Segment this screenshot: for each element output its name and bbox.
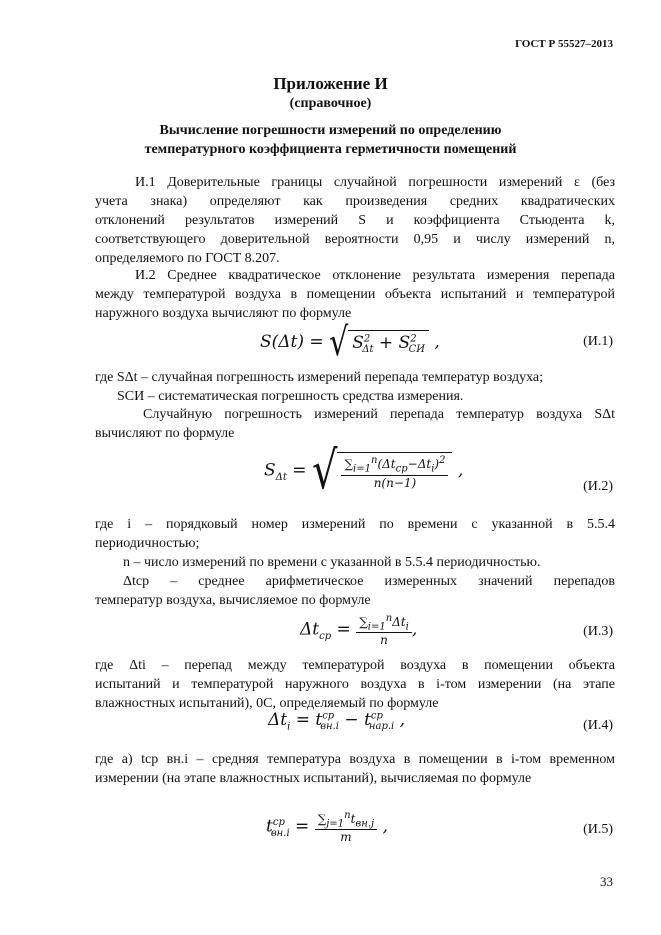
paragraph-line: Δtср – среднее арифметическое измеренных значений перепадов: [123, 574, 615, 589]
paragraph-line: температур воздуха, вычисляемое по формуле: [95, 593, 371, 608]
paragraph-line: между температурой воздуха в помещении объекта испытаний и температурой: [95, 287, 615, 302]
heading-line-2: температурного коэффициента герметичности помещений: [144, 142, 517, 157]
paragraph-line: Случайную погрешность измерений перепада температур воздуха SΔt: [143, 407, 615, 422]
paragraph-line: испытаний и температурой наружного воздуха в i-том измерении (на этапе: [95, 677, 615, 692]
paragraph-line: где а) tср вн.i – средняя температура воздуха в помещении в i-том временном: [95, 752, 615, 767]
formula-i5: $t^{ср}_{вн.i}$ = $\frac{\sum_{j=1}^nt_{вн.j}}{m}$ ,: [266, 810, 388, 845]
formula-number-i3: (И.3): [583, 624, 613, 639]
standard-header: ГОСТ Р 55527–2013: [515, 38, 613, 50]
where-block-3: [95, 656, 615, 713]
paragraph-line: влажностных испытаний), 0С, определяемый по формуле: [95, 696, 439, 711]
paragraph-i2: [95, 266, 615, 323]
paragraph-random-error: [95, 405, 615, 443]
formula-number-i2: (И.2): [583, 479, 613, 494]
paragraph-line: наружного воздуха вычисляют по формуле: [95, 306, 352, 321]
heading-line-1: Вычисление погрешности измерений по определению: [159, 123, 502, 138]
formula-i2: $S_{\Delta t}$ = √ $\frac{\sum_{i=1}^n(\Delta t_{ср}-\Delta t_i)^2}{n(n-1)}$ ,: [264, 441, 464, 501]
page-number: 33: [600, 874, 613, 889]
paragraph-line: учета знака) определяют как произведения средних квадратических: [95, 194, 615, 209]
paragraph-line: соответствующего доверительной вероятности 0,95 и числу измерений n,: [95, 232, 615, 247]
paragraph-line: SСИ – систематическая погрешность средства измерения.: [117, 389, 464, 404]
paragraph-line: отклонений результатов измерений S и коэффициента Стьюдента k,: [95, 213, 615, 228]
where-block-2: [95, 515, 615, 610]
where-block-4: [95, 750, 615, 788]
paragraph-line: где i – порядковый номер измерений по времени с указанной в 5.5.4: [95, 517, 615, 532]
appendix-heading: [0, 121, 661, 159]
formula-number-i1: (И.1): [583, 334, 613, 349]
paragraph-line: измерении (на этапе влажностных испытаний), вычисляемая по формуле: [95, 771, 532, 786]
paragraph-line: периодичностью;: [95, 536, 200, 551]
paragraph-line: определяемого по ГОСТ 8.207.: [95, 251, 280, 266]
paragraph-line: вычисляют по формуле: [95, 426, 235, 441]
formula-i3: $\Delta t_{ср}$ = $\frac{\sum_{i=1}^n\Delta t_i}{n}$ ,: [300, 613, 418, 648]
formula-number-i5: (И.5): [583, 822, 613, 837]
formula-i4: $\Delta t_i = t^{ср}_{вн.i} - t^{ср}_{нар.i}$ ,: [268, 710, 406, 733]
paragraph-line: где SΔt – случайная погрешность измерений перепада температур воздуха;: [95, 370, 544, 385]
paragraph-i1: [95, 173, 615, 268]
appendix-subtitle: (справочное): [289, 96, 372, 111]
paragraph-line: И.2 Среднее квадратическое отклонение результата измерения перепада: [135, 268, 615, 283]
formula-i1: S(Δt) = √ $S^2_{\Delta t} + S^2_{СИ}$ ,: [260, 319, 440, 366]
paragraph-line: n – число измерений по времени с указанной в 5.5.4 периодичностью.: [123, 555, 541, 570]
formula-number-i4: (И.4): [583, 718, 613, 733]
paragraph-line: где Δti – перепад между температурой воздуха в помещении объекта: [95, 658, 615, 673]
where-block-1: [95, 368, 615, 406]
appendix-title: Приложение И: [273, 74, 388, 93]
paragraph-line: И.1 Доверительные границы случайной погрешности измерений ε (без: [135, 175, 615, 190]
